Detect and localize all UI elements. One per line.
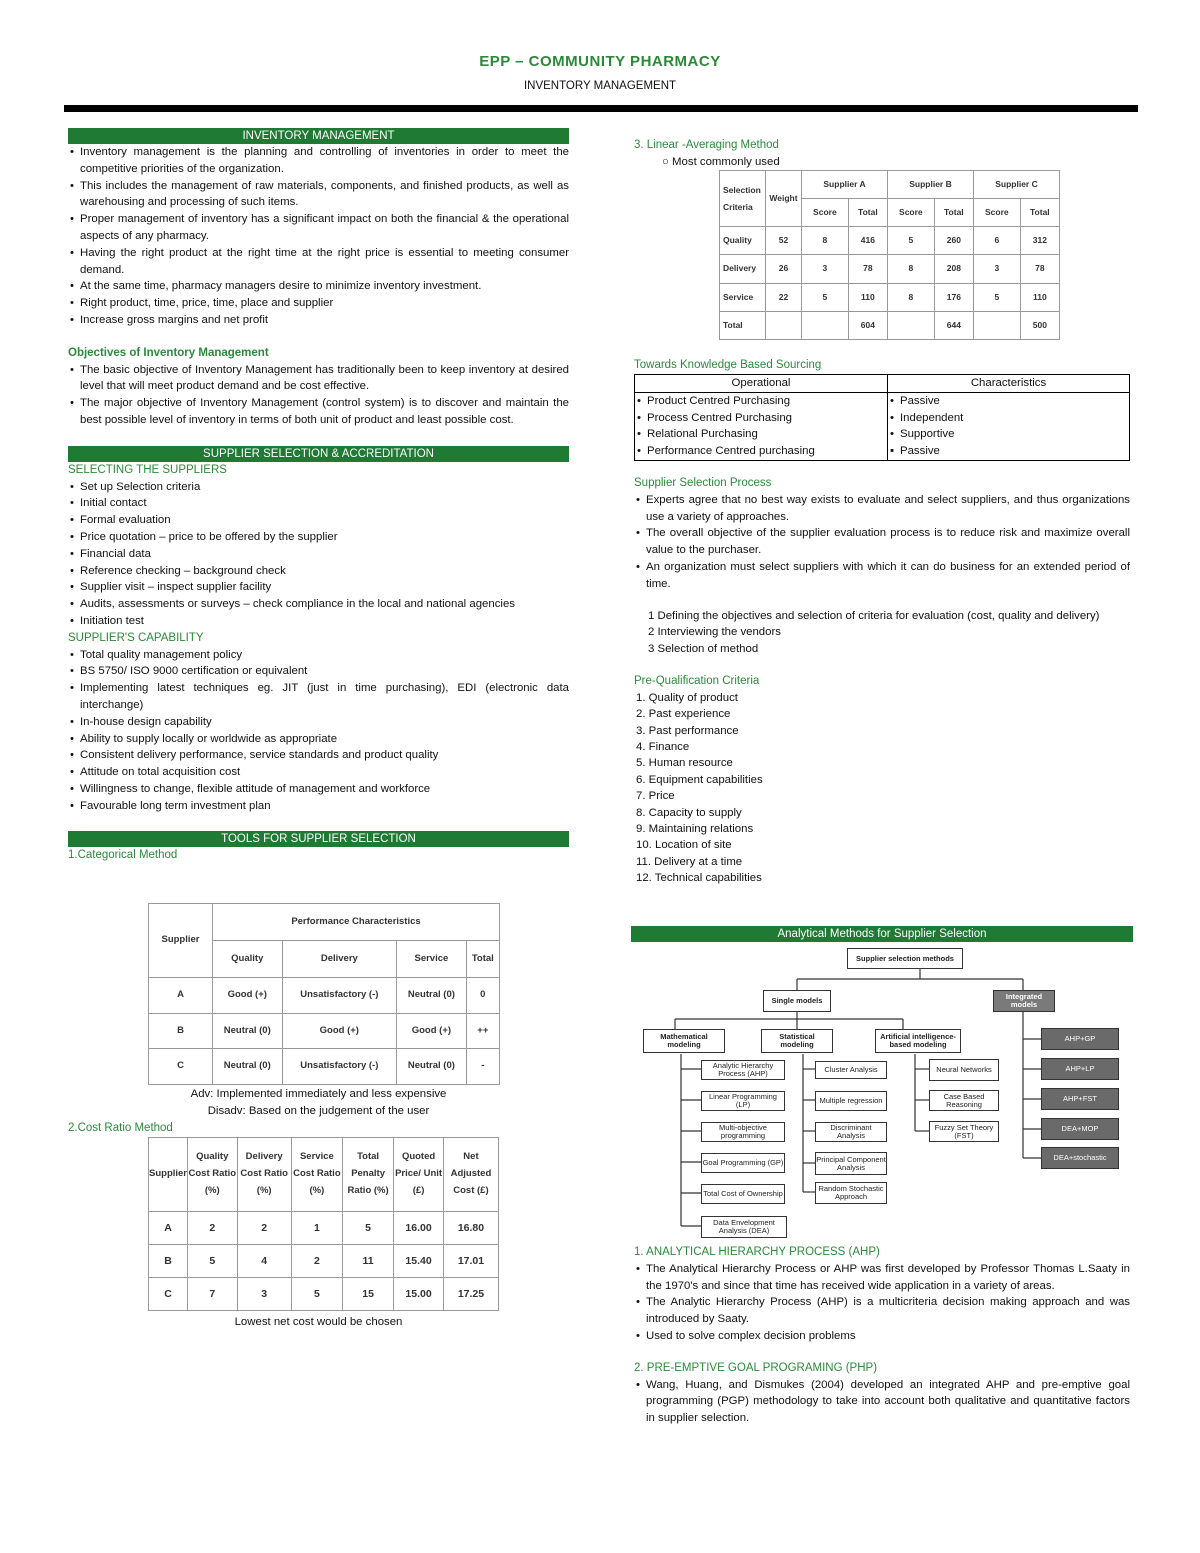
diagram-node: AHP+LP: [1041, 1058, 1119, 1080]
table-header: Total Penalty Ratio (%): [342, 1138, 393, 1212]
table-cell: 16.80: [443, 1212, 498, 1245]
table-header: Service: [397, 941, 467, 978]
table-cell: Service: [720, 283, 766, 311]
categorical-table: [148, 903, 500, 1085]
list-item: • Product Centred Purchasing: [635, 393, 887, 410]
list-item: • Initiation test: [68, 613, 569, 630]
table-cell: 52: [766, 227, 802, 255]
list-item: • In-house design capability: [68, 714, 569, 731]
table-cell: Good (+): [213, 978, 283, 1014]
list-item: 8. Capacity to supply: [636, 806, 742, 819]
table-header: Selection Criteria: [720, 171, 766, 227]
list-item: 4. Finance: [636, 740, 690, 753]
table-cell: 22: [766, 283, 802, 311]
table-cell: 15.00: [394, 1278, 444, 1311]
table-cell: 176: [934, 283, 973, 311]
diagram-node: Goal Programming (GP): [701, 1153, 785, 1173]
table-cell: 17.01: [443, 1245, 498, 1278]
prequal-heading: Pre-Qualification Criteria: [634, 674, 760, 687]
table-header: Total: [466, 941, 499, 978]
table-cell: 8: [887, 255, 934, 283]
objectives-heading: Objectives of Inventory Management: [68, 346, 269, 359]
table-cell: C: [149, 1278, 188, 1311]
table-cell: 3: [973, 255, 1020, 283]
disadv-note: Disadv: Based on the judgement of the user: [207, 1105, 430, 1117]
supplier-methods-diagram: [631, 942, 1133, 1242]
list-item: • Supplier visit – inspect supplier facility: [68, 579, 569, 596]
table-cell: [973, 311, 1020, 339]
table-cell: B: [149, 1013, 213, 1049]
table-cell: [888, 392, 1130, 460]
table-cell: 416: [848, 227, 887, 255]
list-item: • Consistent delivery performance, service standards and product quality: [68, 747, 569, 764]
table-header: Total: [848, 199, 887, 227]
ahp-list: [634, 1261, 1130, 1345]
list-item: • Inventory management is the planning and controlling of inventories in order to meet the competitive priorities of the organization.: [68, 144, 569, 178]
stat-modeling-node: Statistical modeling: [761, 1029, 833, 1053]
process-list: [634, 492, 1130, 593]
table-header: Operational: [635, 374, 888, 392]
objectives-list: [68, 362, 569, 429]
table-cell: 5: [973, 283, 1020, 311]
linear-sub: [662, 154, 780, 171]
table-cell: Quality: [720, 227, 766, 255]
table-header: Delivery: [282, 941, 397, 978]
list-item: 12. Technical capabilities: [636, 872, 762, 885]
diagram-node: Analytic Hierarchy Process (AHP): [701, 1060, 785, 1080]
table-cell: 11: [342, 1245, 393, 1278]
diagram-node: Case Based Reasoning: [929, 1090, 999, 1111]
list-item: • The Analytic Hierarchy Process (AHP) is a multicriteria decision making approach and was introduced by Saaty.: [634, 1294, 1130, 1328]
table-cell: Good (+): [282, 1013, 397, 1049]
table-cell: -: [466, 1049, 499, 1085]
list-item: • The major objective of Inventory Management (control system) is to discover and maintain the best possible level of inventory in terms of both unit of product and least possible cost.: [68, 395, 569, 429]
list-item: 5. Human resource: [636, 757, 733, 770]
list-item: • The overall objective of the supplier evaluation process is to reduce risk and maximize overall value to the purchaser.: [634, 525, 1130, 559]
list-item: • Formal evaluation: [68, 512, 569, 529]
table-cell: 2: [188, 1212, 238, 1245]
pgp-heading: 2. PRE-EMPTIVE GOAL PROGRAMING (PHP): [634, 1361, 878, 1374]
table-cell: 5: [802, 283, 849, 311]
list-item: 1. Quality of product: [636, 691, 738, 704]
list-item: 10. Location of site: [636, 839, 732, 852]
table-cell: 4: [237, 1245, 291, 1278]
table-cell: 5: [188, 1245, 238, 1278]
process-heading: Supplier Selection Process: [634, 476, 772, 489]
selecting-list: [68, 479, 569, 630]
table-cell: 26: [766, 255, 802, 283]
math-modeling-node: Mathematical modeling: [643, 1029, 725, 1053]
table-cell: 208: [934, 255, 973, 283]
linear-table: [719, 170, 1060, 340]
table-cell: Neutral (0): [397, 978, 467, 1014]
table-cell: 5: [291, 1278, 342, 1311]
table-cell: 604: [848, 311, 887, 339]
table-cell: 110: [848, 283, 887, 311]
process-steps: [634, 608, 1130, 658]
table-row: [149, 1212, 499, 1245]
diagram-node: Total Cost of Ownership: [701, 1184, 785, 1204]
table-row: [720, 255, 1060, 283]
diagram-node: DEA+MOP: [1041, 1118, 1119, 1140]
table-header: Delivery Cost Ratio (%): [237, 1138, 291, 1212]
list-item: • Attitude on total acquisition cost: [68, 764, 569, 781]
table-cell: 644: [934, 311, 973, 339]
list-item: • Financial data: [68, 546, 569, 563]
list-item: • Performance Centred purchasing: [635, 443, 887, 460]
table-header: Score: [887, 199, 934, 227]
table-cell: Neutral (0): [213, 1013, 283, 1049]
list-item: • Price quotation – price to be offered by the supplier: [68, 529, 569, 546]
right-column: [634, 357, 1130, 887]
diagram-node: Multi-objective programming: [701, 1122, 785, 1142]
right-bottom: [634, 1244, 1130, 1427]
page-title: EPP – COMMUNITY PHARMACY: [479, 53, 721, 70]
linear-sub-text: Most commonly used: [672, 156, 780, 168]
list-item: • Wang, Huang, and Dismukes (2004) developed an integrated AHP and pre-emptive goal programming (PGP) methodology to take into account both qualitative and quantitative factors in supplier selection.: [634, 1377, 1130, 1427]
cost-note: Lowest net cost would be chosen: [234, 1316, 403, 1328]
list-item: • The basic objective of Inventory Management has traditionally been to keep inventory at desired level that will meet product demand and be cost effective.: [68, 362, 569, 396]
table-cell: 2: [291, 1245, 342, 1278]
table-header: Supplier C: [973, 171, 1059, 199]
table-cell: Neutral (0): [397, 1049, 467, 1085]
list-item: • The Analytical Hierarchy Process or AHP was first developed by Professor Thomas L.Saaty in the 1970's and since that time has received wide application in a variety of areas.: [634, 1261, 1130, 1295]
table-cell: 15: [342, 1278, 393, 1311]
diagram-node: Linear Programming (LP): [701, 1091, 785, 1111]
table-cell: [802, 311, 849, 339]
table-cell: 3: [802, 255, 849, 283]
list-item: • This includes the management of raw materials, components, and finished products, as well as warehousing and processing of such items.: [68, 178, 569, 212]
supplier-bar: SUPPLIER SELECTION & ACCREDITATION: [68, 446, 569, 462]
diagram-root-node: Supplier selection methods: [847, 948, 963, 969]
list-item: • Initial contact: [68, 495, 569, 512]
list-item: • Implementing latest techniques eg. JIT (just in time purchasing), EDI (electronic data interchange): [68, 680, 569, 714]
table-header: Supplier: [149, 904, 213, 978]
table-header: Quality: [213, 941, 283, 978]
table-cell: Neutral (0): [213, 1049, 283, 1085]
table-row: [149, 1245, 499, 1278]
table-cell: Delivery: [720, 255, 766, 283]
table-header: Score: [802, 199, 849, 227]
table-cell: 500: [1020, 311, 1059, 339]
list-item: 11. Delivery at a time: [636, 855, 743, 868]
list-item: • Favourable long term investment plan: [68, 798, 569, 815]
selecting-heading: SELECTING THE SUPPLIERS: [68, 463, 227, 476]
table-cell: 8: [887, 283, 934, 311]
list-item: • BS 5750/ ISO 9000 certification or equivalent: [68, 663, 569, 680]
list-item: • Proper management of inventory has a significant impact on both the financial & the operational aspects of any pharmacy.: [68, 211, 569, 245]
list-item: 7. Price: [636, 790, 675, 803]
table-cell: A: [149, 978, 213, 1014]
capability-heading: SUPPLIER'S CAPABILITY: [68, 631, 204, 644]
single-models-node: Single models: [763, 990, 831, 1012]
cost-ratio-table: [148, 1137, 499, 1311]
diagram-node: Cluster Analysis: [815, 1061, 887, 1079]
diagram-node: Data Envelopment Analysis (DEA): [701, 1216, 787, 1238]
list-item: • Total quality management policy: [68, 647, 569, 664]
diagram-node: Multiple regression: [815, 1091, 887, 1111]
list-item: • Relational Purchasing: [635, 426, 887, 443]
diagram-node: Discriminant Analysis: [815, 1122, 887, 1142]
linear-heading: 3. Linear -Averaging Method: [634, 139, 779, 151]
list-item: • Reference checking – background check: [68, 563, 569, 580]
tools-bar: TOOLS FOR SUPPLIER SELECTION: [68, 831, 569, 847]
list-item: • Process Centred Purchasing: [635, 410, 887, 427]
table-row: [720, 311, 1060, 339]
table-cell: 16.00: [394, 1212, 444, 1245]
list-item: 2. Past experience: [636, 708, 731, 721]
list-item: • Set up Selection criteria: [68, 479, 569, 496]
list-item: • Passive: [888, 393, 1129, 410]
list-item: • Right product, time, price, time, place and supplier: [68, 295, 569, 312]
integrated-models-node: Integrated models: [993, 990, 1055, 1012]
list-item: • Used to solve complex decision problems: [634, 1328, 1130, 1345]
table-cell: [887, 311, 934, 339]
diagram-node: Fuzzy Set Theory (FST): [929, 1121, 999, 1142]
table-header: Quoted Price/ Unit (£): [394, 1138, 444, 1212]
list-item: ▪ Passive: [888, 443, 1129, 460]
table-cell: C: [149, 1049, 213, 1085]
table-cell: 2: [237, 1212, 291, 1245]
table-cell: ++: [466, 1013, 499, 1049]
table-row: [149, 1278, 499, 1311]
header-rule: [64, 105, 1138, 112]
list-item: • Independent: [888, 410, 1129, 427]
table-cell: 1: [291, 1212, 342, 1245]
list-item: • Experts agree that no best way exists to evaluate and select suppliers, and thus organizations use a variety of approaches.: [634, 492, 1130, 526]
list-item: 3. Past performance: [636, 724, 739, 737]
left-column: [68, 128, 569, 864]
table-header: Performance Characteristics: [213, 904, 500, 941]
table-cell: A: [149, 1212, 188, 1245]
list-item: 1 Defining the objectives and selection of criteria for evaluation (cost, quality and delivery): [648, 609, 1100, 622]
inventory-list: [68, 144, 569, 329]
table-cell: [766, 311, 802, 339]
ahp-heading: 1. ANALYTICAL HIERARCHY PROCESS (AHP): [634, 1246, 880, 1258]
diagram-node: Random Stochastic Approach: [815, 1182, 887, 1204]
table-header: Total: [934, 199, 973, 227]
table-cell: 5: [342, 1212, 393, 1245]
list-item: • Increase gross margins and net profit: [68, 312, 569, 329]
table-cell: B: [149, 1245, 188, 1278]
table-cell: Good (+): [397, 1013, 467, 1049]
list-item: • Supportive: [888, 426, 1129, 443]
diagram-node: Principal Component Analysis: [815, 1152, 887, 1175]
table-cell: Unsatisfactory (-): [282, 978, 397, 1014]
table-cell: 5: [887, 227, 934, 255]
cost-heading: 2.Cost Ratio Method: [68, 1122, 173, 1134]
list-item: • Having the right product at the right time at the right price is essential to meeting consumer demand.: [68, 245, 569, 279]
table-header: Total: [1020, 199, 1059, 227]
page-subtitle: INVENTORY MANAGEMENT: [523, 80, 677, 92]
list-item: • Willingness to change, flexible attitude of management and workforce: [68, 781, 569, 798]
list-item: 9. Maintaining relations: [636, 823, 754, 835]
pgp-list: [634, 1377, 1130, 1427]
categorical-heading: 1.Categorical Method: [68, 849, 178, 862]
diagram-node: AHP+GP: [1041, 1028, 1119, 1050]
kb-table: [634, 374, 1130, 461]
prequal-list: [634, 690, 1130, 887]
adv-note: Adv: Implemented immediately and less expensive: [190, 1088, 447, 1100]
analytical-bar: Analytical Methods for Supplier Selection: [631, 926, 1133, 942]
table-cell: 78: [848, 255, 887, 283]
table-cell: Unsatisfactory (-): [282, 1049, 397, 1085]
table-cell: 6: [973, 227, 1020, 255]
capability-list: [68, 647, 569, 815]
table-row: [149, 1049, 500, 1085]
list-item: • Audits, assessments or surveys – check compliance in the local and national agencies: [68, 596, 569, 613]
table-row: [720, 227, 1060, 255]
table-header: Characteristics: [888, 374, 1130, 392]
table-cell: 0: [466, 978, 499, 1014]
diagram-node: Neural Networks: [929, 1059, 999, 1081]
table-cell: 78: [1020, 255, 1059, 283]
table-row: [720, 283, 1060, 311]
ai-modeling-node: Artificial intelligence-based modeling: [875, 1029, 961, 1053]
table-row: [635, 392, 1130, 460]
table-header: Score: [973, 199, 1020, 227]
list-item: • Ability to supply locally or worldwide as appropriate: [68, 731, 569, 748]
list-item: • An organization must select suppliers with which it can do business for an extended period of time.: [634, 559, 1130, 593]
list-item: 6. Equipment capabilities: [636, 773, 763, 786]
table-header: Supplier B: [887, 171, 973, 199]
table-header: Weight: [766, 171, 802, 227]
table-cell: 15.40: [394, 1245, 444, 1278]
table-header: Net Adjusted Cost (£): [443, 1138, 498, 1212]
table-cell: 110: [1020, 283, 1059, 311]
circle-bullet-icon: ○: [662, 156, 673, 168]
list-item: 2 Interviewing the vendors: [648, 626, 781, 639]
inventory-bar: INVENTORY MANAGEMENT: [68, 128, 569, 144]
diagram-node: DEA+stochastic: [1041, 1147, 1119, 1169]
table-cell: Total: [720, 311, 766, 339]
table-cell: 312: [1020, 227, 1059, 255]
table-row: [149, 1013, 500, 1049]
table-header: Supplier: [149, 1138, 188, 1212]
table-cell: 3: [237, 1278, 291, 1311]
list-item: 3 Selection of method: [648, 643, 759, 656]
table-cell: 7: [188, 1278, 238, 1311]
table-cell: [635, 392, 888, 460]
diagram-node: AHP+FST: [1041, 1088, 1119, 1110]
table-cell: 8: [802, 227, 849, 255]
table-header: Service Cost Ratio (%): [291, 1138, 342, 1212]
kb-heading: Towards Knowledge Based Sourcing: [634, 359, 822, 371]
table-cell: 260: [934, 227, 973, 255]
table-header: Supplier A: [802, 171, 888, 199]
table-cell: 17.25: [443, 1278, 498, 1311]
table-header: Quality Cost Ratio (%): [188, 1138, 238, 1212]
list-item: • At the same time, pharmacy managers desire to minimize inventory investment.: [68, 278, 569, 295]
table-row: [149, 978, 500, 1014]
